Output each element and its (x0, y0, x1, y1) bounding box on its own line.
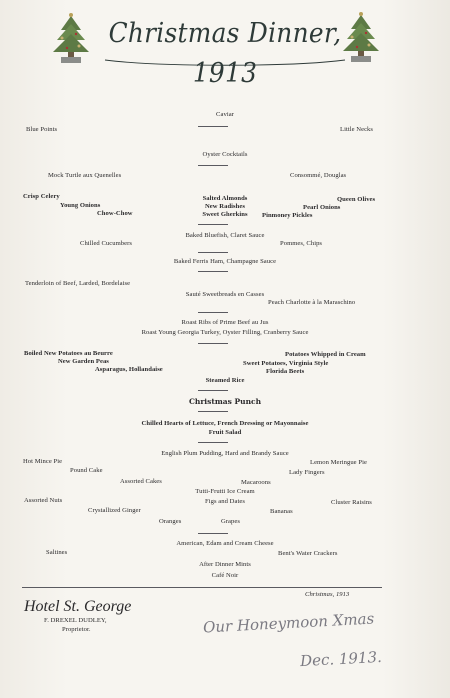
menu-item: Steamed Rice (205, 377, 245, 384)
menu-item: Young Onions (60, 202, 101, 209)
menu-item: Roast Ribs of Prime Beef au Jus (181, 319, 269, 326)
menu-item: English Plum Pudding, Hard and Brandy Sauce (161, 450, 289, 457)
menu-item: Sweet Gherkins (202, 211, 248, 218)
menu-item: Crystallized Ginger (88, 507, 141, 514)
menu-item: Florida Beets (266, 368, 305, 375)
footer-rule (22, 587, 382, 588)
divider (198, 312, 228, 313)
divider (198, 442, 228, 443)
menu-item: Chilled Cucumbers (80, 240, 132, 247)
divider (198, 411, 228, 412)
menu-item: Assorted Nuts (24, 497, 63, 504)
menu-item: Christmas Punch (188, 397, 262, 406)
divider (198, 343, 228, 344)
menu-item: Macaroons (241, 479, 271, 486)
proprietor-name: F. DREXEL DUDLEY, (44, 617, 107, 624)
menu-item: Pinmoney Pickles (262, 212, 313, 219)
menu-item: After Dinner Mints (199, 561, 251, 568)
menu-item: Lady Fingers (289, 469, 325, 476)
menu-item: Crisp Celery (23, 193, 60, 200)
menu-item: Blue Points (26, 126, 58, 133)
menu-item: Café Noir (211, 572, 239, 579)
menu-item: Chow-Chow (97, 210, 133, 217)
menu-item: Sweet Potatoes, Virginia Style (243, 360, 329, 367)
menu-item: Mock Turtle aux Quenelles (48, 172, 122, 179)
menu-item: Roast Young Georgia Turkey, Oyster Filling, Cranberry Sauce (141, 329, 309, 336)
menu-item: Tenderloin of Beef, Larded, Bordelaise (25, 280, 131, 287)
menu-date: Christmas, 1913 (305, 591, 350, 598)
menu-item: Bent's Water Crackers (278, 550, 338, 557)
divider (198, 271, 228, 272)
menu-item: Peach Charlotte à la Maraschino (268, 299, 356, 306)
menu-item: Oranges (159, 518, 182, 525)
handwritten-date: Dec. 1913. (299, 647, 383, 671)
menu-item: Pound Cake (70, 467, 103, 474)
menu-item: Caviar (216, 111, 234, 118)
menu-item: Fruit Salad (208, 429, 242, 436)
menu-item: Baked Bluefish, Claret Sauce (185, 232, 265, 239)
title-flourish (100, 54, 350, 68)
menu-item: Boiled New Potatoes au Beurre (24, 350, 113, 357)
menu-item: Queen Olives (337, 196, 376, 203)
menu-item: Assorted Cakes (120, 478, 162, 485)
divider (198, 252, 228, 253)
menu-item: Asparagus, Hollandaise (95, 366, 163, 373)
divider (198, 533, 228, 534)
handwritten-note: Our Honeymoon Xmas (202, 609, 375, 637)
menu-item: Chilled Hearts of Lettuce, French Dressing or Mayonnaise (141, 420, 309, 427)
divider (198, 224, 228, 225)
hotel-name: Hotel St. George (24, 598, 132, 615)
menu-item: Lemon Meringue Pie (310, 459, 367, 466)
divider (198, 165, 228, 166)
menu-item: Pommes, Chips (280, 240, 323, 247)
proprietor-title: Proprietor. (62, 626, 91, 633)
menu-item: Oyster Cocktails (202, 151, 248, 158)
menu-item: Sauté Sweetbreads en Casses (185, 291, 265, 298)
menu-item: Consommé, Douglas (290, 172, 347, 179)
menu-item: Hot Mince Pie (23, 458, 63, 465)
menu-item: Tutti-Frutti Ice Cream (195, 488, 255, 495)
menu-item: New Radishes (205, 203, 245, 210)
menu-item: Potatoes Whipped in Cream (285, 351, 366, 358)
menu-item: Figs and Dates (205, 498, 245, 505)
menu-item: Grapes (221, 518, 240, 525)
menu-title: Christmas Dinner, 1913 (108, 18, 342, 89)
divider (198, 390, 228, 391)
menu-item: American, Edam and Cream Cheese (176, 540, 274, 547)
menu-item: New Garden Peas (58, 358, 109, 365)
menu-item: Cluster Raisins (331, 499, 372, 506)
menu-item: Baked Ferris Ham, Champagne Sauce (173, 258, 277, 265)
christmas-tree-left-icon (47, 10, 95, 66)
menu-item: Saltines (46, 549, 68, 556)
menu-item: Salted Almonds (202, 195, 248, 202)
menu-item: Pearl Onions (303, 204, 341, 211)
divider (198, 126, 228, 127)
menu-item: Little Necks (340, 126, 374, 133)
menu-item: Bananas (270, 508, 293, 515)
